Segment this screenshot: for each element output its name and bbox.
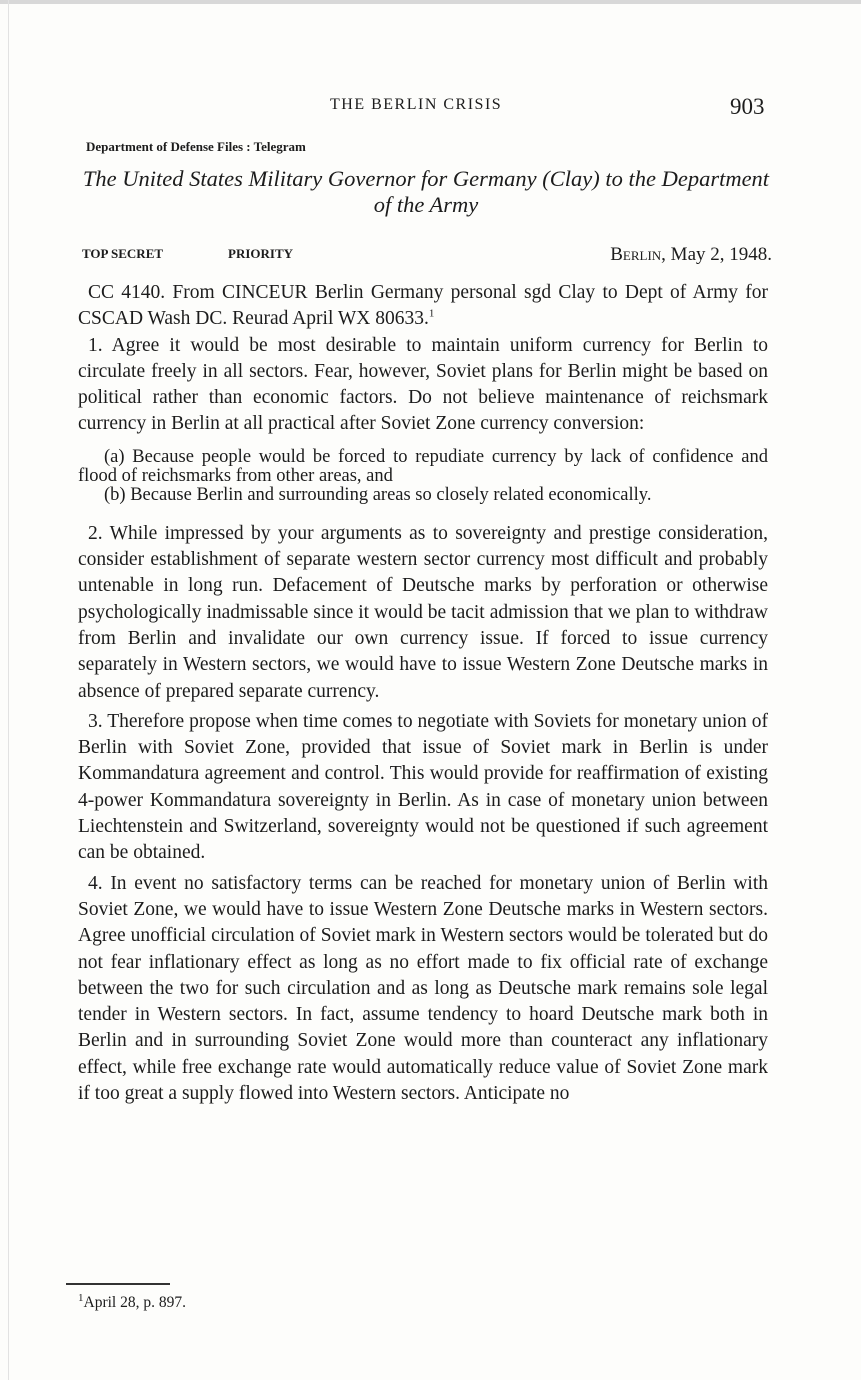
paragraph-1: 1. Agree it would be most desirable to maintain uniform currency for Berlin to circulate freely in all sectors. Fear, however, Soviet plans for Berlin might be based on political rather than economic factors. Do not believe maintenance of reichsmark currency in Berlin at all practical after Soviet Zone currency conversion: xyxy=(78,334,768,435)
telegram-body xyxy=(78,280,768,1107)
priority: PRIORITY xyxy=(228,246,294,261)
binding-edge xyxy=(8,0,9,1380)
footnote-marker: 1 xyxy=(78,1291,84,1304)
paragraph-4: 4. In event no satisfactory terms can be reached for monetary union of Berlin with Soviet Zone, we would have to issue Western Zone Deutsche marks in Western sectors. Agree unofficial circulation of Soviet mark in Western sectors would be tolerated but do not fear inflationary effect as long as no effort made to fix official rate of exchange between the two for such circulation and as long as Deutsche mark remains sole legal tender in Western sectors. In fact, assume tendency to hoard Deutsche mark both in Berlin and in surrounding Soviet Zone would more than counteract any inflationary effect, while free exchange rate would automatically reduce value of Soviet Zone mark if too great a supply flowed into Western sectors. Anticipate no xyxy=(78,872,768,1105)
footnote-text: April 28, p. 897. xyxy=(83,1294,186,1311)
footnote xyxy=(78,1291,186,1312)
top-edge xyxy=(0,0,861,4)
running-head: THE BERLIN CRISIS xyxy=(330,96,503,113)
sub-point-b: (b) Because Berlin and surrounding areas so closely related economically. xyxy=(104,484,652,505)
document-title: The United States Military Governor for Germany (Clay) to the Department of the Army xyxy=(82,166,770,217)
paragraph-2: 2. While impressed by your arguments as to sovereignty and prestige consideration, consider establishment of separate western sector currency most difficult and probably untenable in long run. Defacement of Deutsche marks by perforation or otherwise psychologically inadmissable since it would be tacit admission that we plan to withdraw from Berlin and invalidate our own currency issue. If forced to issue currency separately in Western sectors, we would have to issue Western Zone Deutsche marks in absence of prepared separate currency. xyxy=(78,522,768,702)
place: Berlin, xyxy=(610,244,666,265)
sub-point-a: (a) Because people would be forced to repudiate currency by lack of confidence and flood of reichsmarks from other areas, and xyxy=(78,446,768,486)
paragraph-intro: CC 4140. From CINCEUR Berlin Germany personal sgd Clay to Dept of Army for CSCAD Wash DC. Reurad April WX 80633.$^1$ xyxy=(78,282,768,330)
footnote-ref: 1 xyxy=(428,307,435,320)
document-source: Department of Defense Files : Telegram xyxy=(86,139,306,154)
sub-points xyxy=(78,448,768,505)
place-date xyxy=(610,244,772,266)
paragraph-3: 3. Therefore propose when time comes to negotiate with Soviets for monetary union of Berlin with Soviet Zone, provided that issue of Soviet mark in Berlin is under Kommandatura agreement and control. This would provide for reaffirmation of existing 4-power Kommandatura sovereignty in Berlin. As in case of monetary union between Liechtenstein and Switzerland, sovereignty would not be questioned if such agreement can be obtained. xyxy=(78,710,768,864)
classification: TOP SECRET xyxy=(82,246,164,261)
page-number: 903 xyxy=(730,94,765,119)
date: May 2, 1948. xyxy=(665,244,772,265)
footnote-rule xyxy=(66,1283,170,1285)
